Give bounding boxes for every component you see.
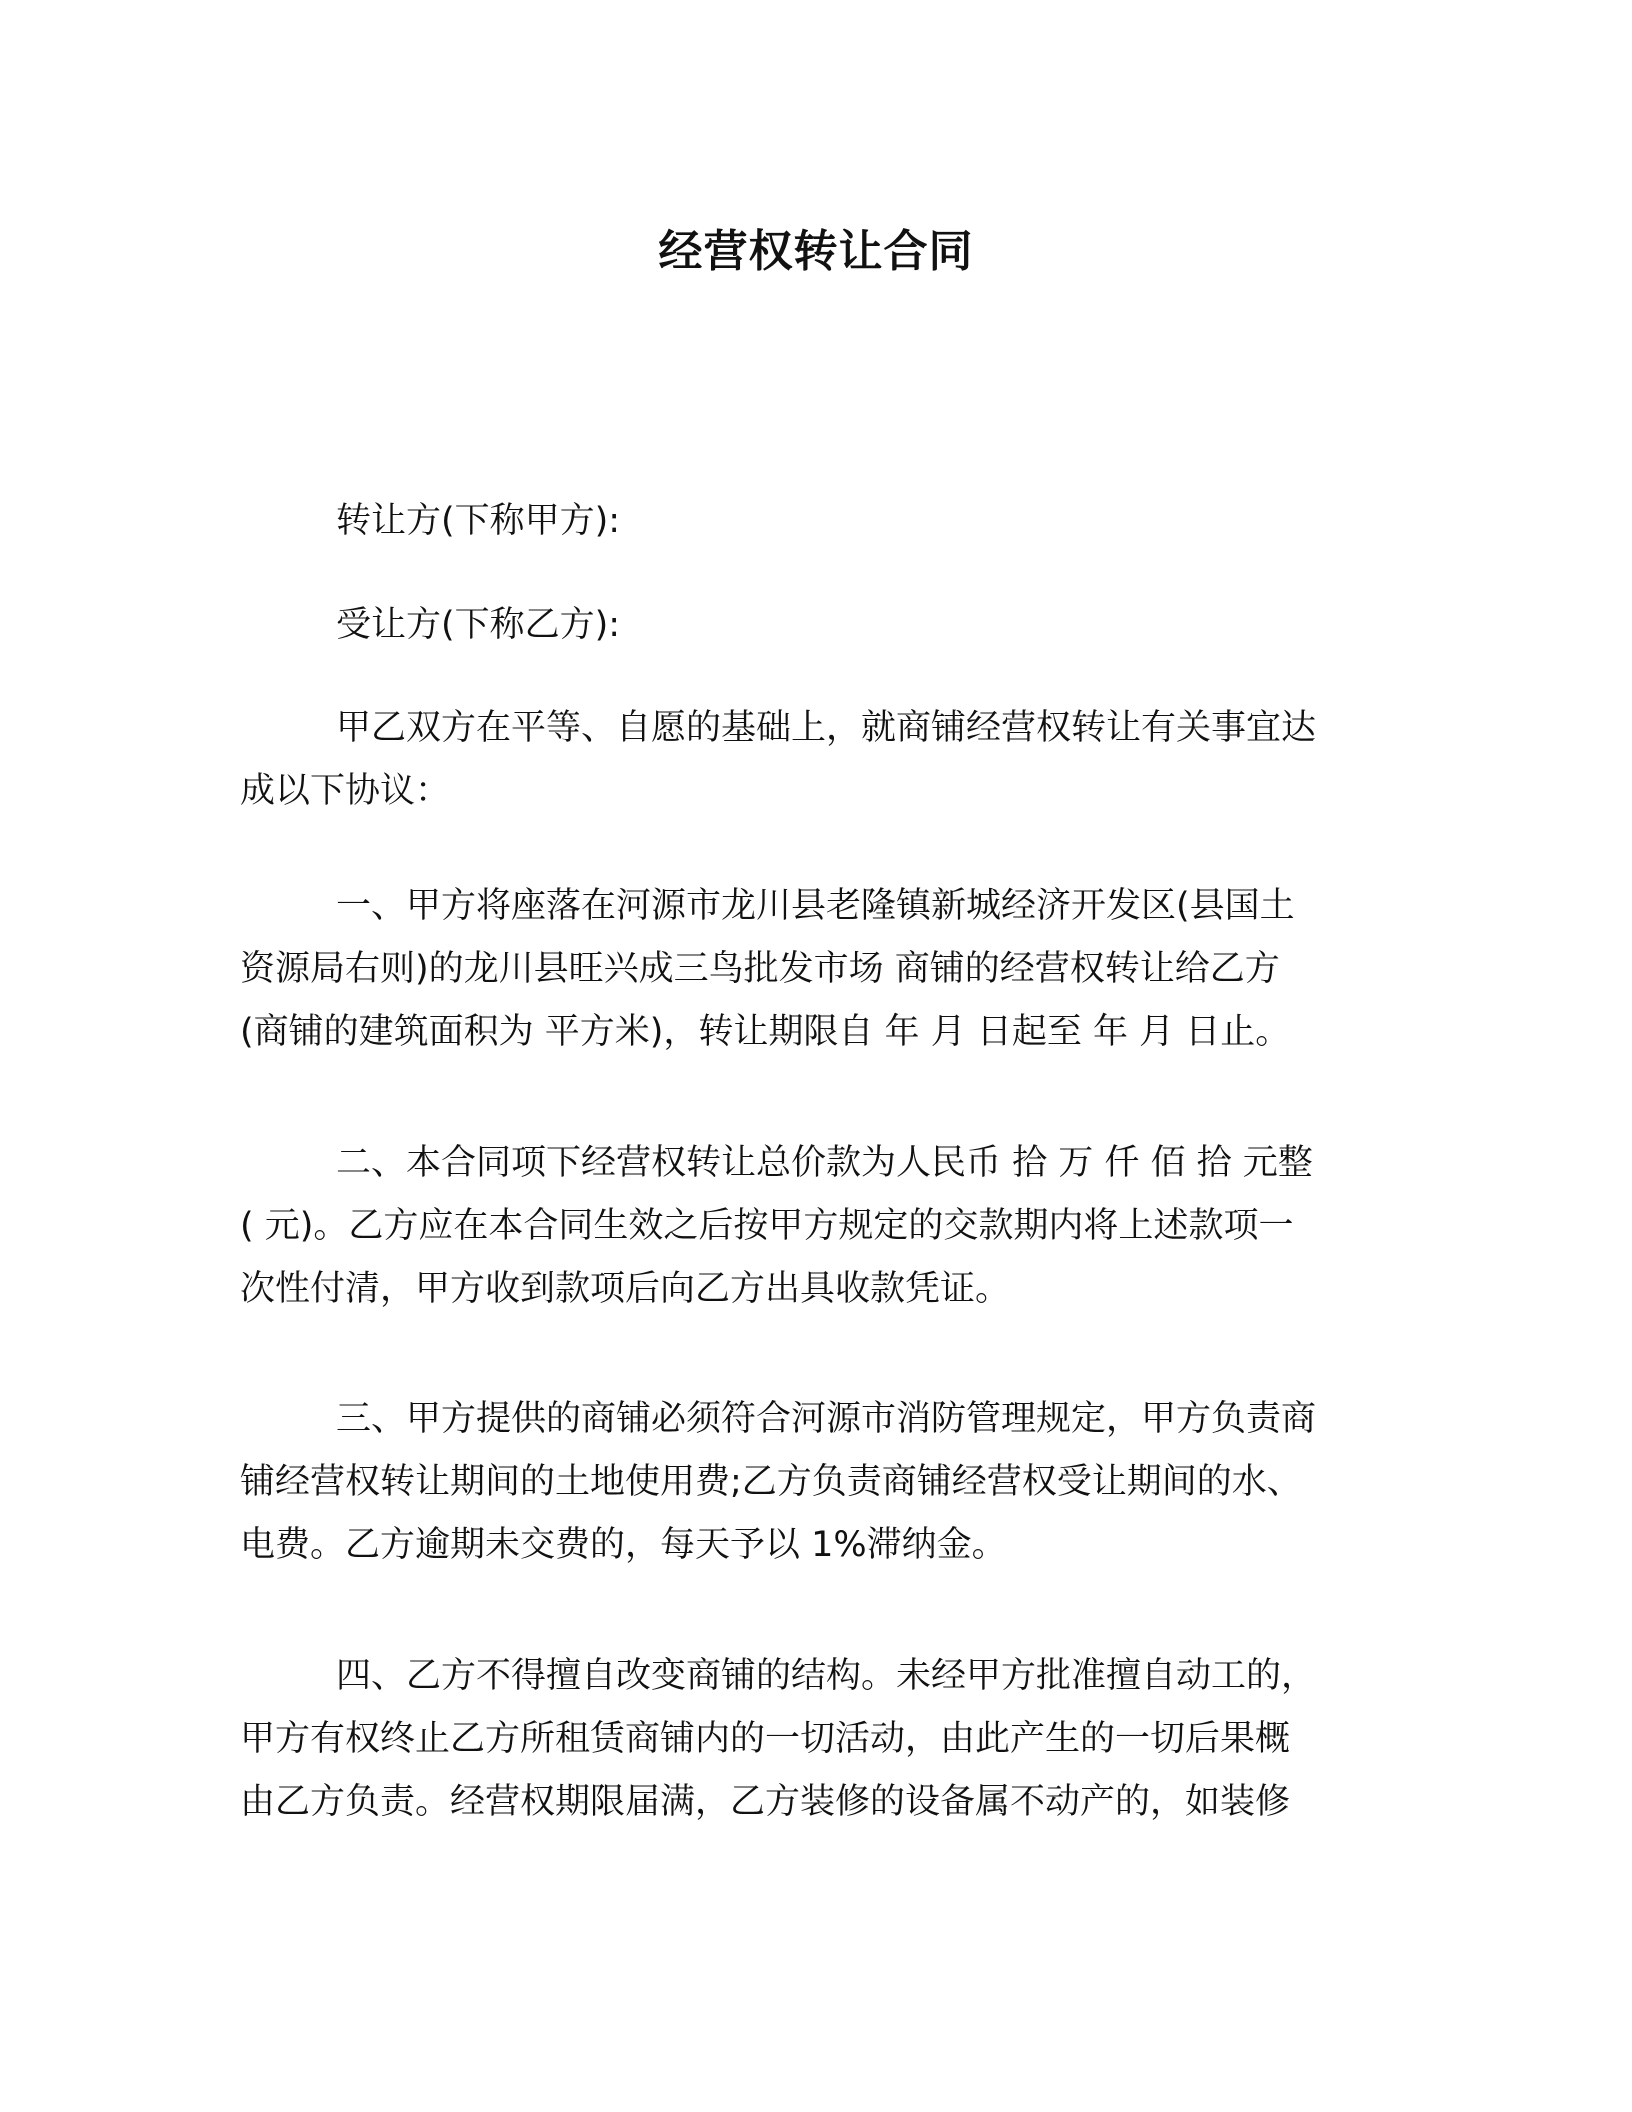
text-line: 铺经营权转让期间的土地使用费;乙方负责商铺经营权受让期间的水、	[240, 1462, 1302, 1502]
paragraph-transferee	[240, 594, 1380, 657]
text-line: 二、本合同项下经营权转让总价款为人民币 拾 万 仟 佰 拾 元整	[336, 1143, 1313, 1183]
paragraph-preamble	[240, 697, 1380, 823]
text-line: 次性付清，甲方收到款项后向乙方出具收款凭证。	[240, 1269, 1011, 1309]
text-line: 一、甲方将座落在河源市龙川县老隆镇新城经济开发区(县国土	[336, 886, 1295, 926]
text-line: 成以下协议：	[240, 771, 451, 811]
text-line: 甲方有权终止乙方所租赁商铺内的一切活动，由此产生的一切后果概	[240, 1719, 1291, 1759]
text-line: 由乙方负责。经营权期限届满，乙方装修的设备属不动产的，如装修	[240, 1782, 1291, 1822]
text-line: 四、乙方不得擅自改变商铺的结构。未经甲方批准擅自动工的，	[336, 1656, 1317, 1696]
text-line: 资源局右则)的龙川县旺兴成三鸟批发市场 商铺的经营权转让给乙方	[240, 949, 1280, 989]
paragraph-clause-2	[240, 1132, 1380, 1321]
paragraph-transferor	[240, 490, 1380, 553]
text-line: ( 元)。乙方应在本合同生效之后按甲方规定的交款期内将上述款项一	[240, 1206, 1294, 1246]
text-line: (商铺的建筑面积为 平方米)，转让期限自 年 月 日起至 年 月 日止。	[240, 1012, 1291, 1052]
paragraph-clause-3	[240, 1388, 1380, 1577]
text-line: 电费。乙方逾期未交费的，每天予以 1%滞纳金。	[240, 1525, 1007, 1565]
document-title: 经营权转让合同	[658, 226, 974, 277]
text-line: 转让方(下称甲方):	[336, 501, 621, 541]
paragraph-clause-1	[240, 875, 1380, 1064]
paragraph-clause-4	[240, 1645, 1380, 1834]
text-line: 三、甲方提供的商铺必须符合河源市消防管理规定，甲方负责商	[336, 1399, 1317, 1439]
text-line: 受让方(下称乙方):	[336, 605, 621, 645]
text-line: 甲乙双方在平等、自愿的基础上，就商铺经营权转让有关事宜达	[336, 708, 1317, 748]
